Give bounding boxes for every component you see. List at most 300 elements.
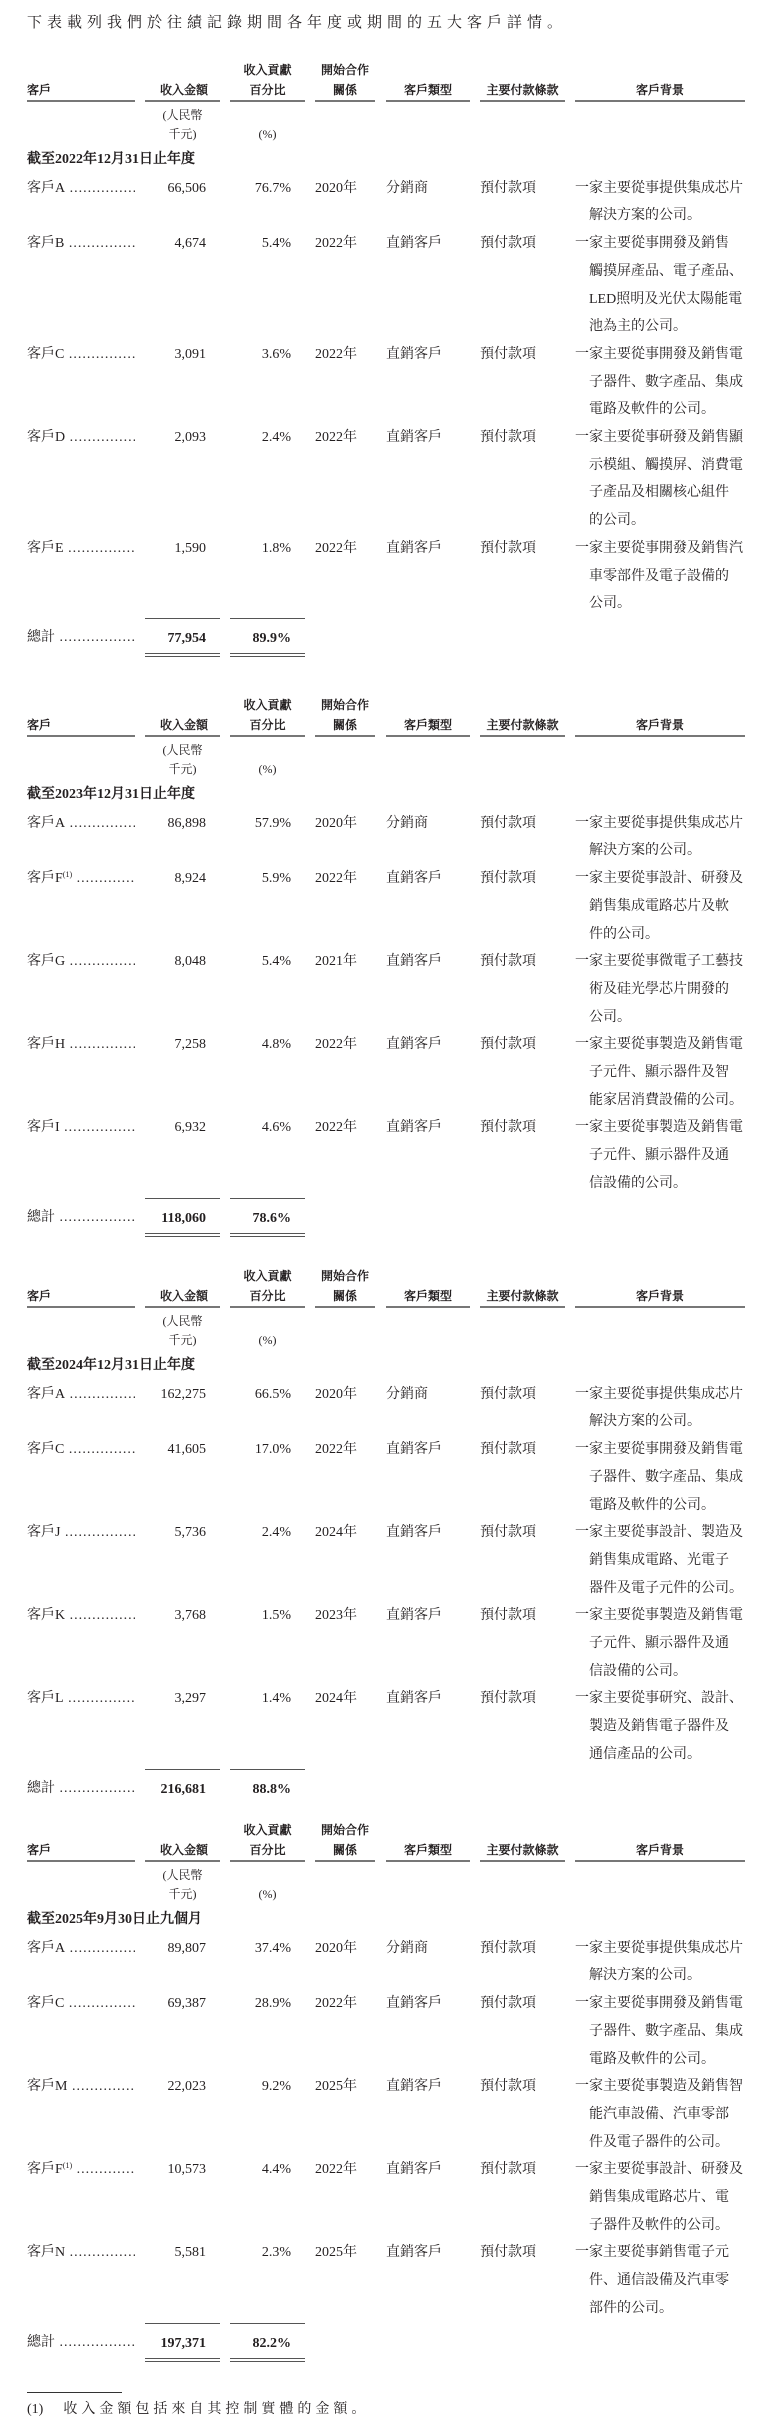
payment-terms: 預付款項 <box>480 954 536 970</box>
background-line: 一家主要從事開發及銷售電 <box>575 1442 743 1458</box>
header-pct-line2: 百分比 <box>249 83 286 97</box>
customer-table-4 <box>27 1822 745 2362</box>
header-payment-terms: 主要付款條款 <box>480 1286 565 1308</box>
table-header <box>27 1268 745 1308</box>
customer-name-text: 客戶K <box>27 1608 66 1624</box>
header-customer-type: 客戶類型 <box>386 1840 470 1862</box>
revenue-amount: 2,093 <box>174 430 206 446</box>
revenue-amount: 162,275 <box>160 1386 206 1402</box>
customer-name-text: 客戶G <box>27 954 66 970</box>
background-line: 觸摸屏產品、電子產品、 <box>589 263 743 279</box>
customer-name <box>27 1990 135 2073</box>
table-row <box>27 1935 745 1990</box>
payment-terms: 預付款項 <box>480 1691 536 1707</box>
revenue-pct: 5.4% <box>261 954 291 970</box>
header-pct-line1: 收入貢獻 <box>243 1823 292 1837</box>
footnote-text: 收入金額包括來自其控制實體的金額。 <box>63 2402 370 2417</box>
header-payment-terms: 主要付款條款 <box>480 715 565 737</box>
total-amount: 216,681 <box>145 1769 220 1804</box>
footnote-ref: (1) <box>62 2161 73 2171</box>
table-rows <box>27 810 745 1198</box>
revenue-pct: 4.8% <box>261 1037 291 1053</box>
relationship-start-year: 2025年 <box>315 2245 357 2261</box>
header-relation-line1: 開始合作 <box>320 1269 369 1283</box>
table-row <box>27 1519 745 1602</box>
total-row <box>27 1769 745 1804</box>
customer-name-text: 客戶D <box>27 430 66 446</box>
background-line: 一家主要從事開發及銷售汽 <box>575 540 743 556</box>
customer-type: 直銷客戶 <box>386 1442 442 1458</box>
period-title: 截至2022年12月31日止年度 <box>27 152 195 167</box>
revenue-pct: 2.4% <box>261 430 291 446</box>
background-line: 子器件、數字產品、集成 <box>589 1469 743 1485</box>
unit-pct: (%) <box>258 761 277 776</box>
payment-terms: 預付款項 <box>480 540 536 556</box>
units-spacer <box>27 1866 135 1904</box>
background-line: 一家主要從事開發及銷售 <box>575 236 729 252</box>
header-background: 客戶背景 <box>575 80 745 102</box>
background-line: 一家主要從事銷售電子元 <box>575 2245 729 2261</box>
customer-background <box>575 1519 745 1602</box>
background-line: 信設備的公司。 <box>589 1663 687 1679</box>
customer-name-text: 客戶H <box>27 1037 66 1053</box>
relationship-start-year: 2022年 <box>315 430 357 446</box>
customer-type: 直銷客戶 <box>386 871 442 887</box>
header-pct-line2: 百分比 <box>249 1843 286 1857</box>
customer-background <box>575 424 745 535</box>
customer-name <box>27 1935 135 1990</box>
customer-name <box>27 1381 135 1436</box>
customer-name-text: 客戶A <box>27 1940 66 1956</box>
total-row <box>27 2323 745 2362</box>
footnote-ref: (1) <box>62 870 73 880</box>
background-line: 術及硅光學芯片開發的 <box>589 981 729 997</box>
customer-name <box>27 2073 135 2156</box>
table-row <box>27 1114 745 1197</box>
total-label: 總計 ..... <box>27 618 135 657</box>
header-relation-line1: 開始合作 <box>320 63 369 77</box>
header-relation-line1: 開始合作 <box>320 698 369 712</box>
header-revenue-pct <box>230 1820 305 1862</box>
background-line: 信設備的公司。 <box>589 1175 687 1191</box>
background-line: LED照明及光伏太陽能電 <box>589 291 743 307</box>
table-rows <box>27 175 745 618</box>
customer-background <box>575 2156 745 2239</box>
header-background: 客戶背景 <box>575 715 745 737</box>
relationship-start-year: 2025年 <box>315 2079 357 2095</box>
revenue-pct: 76.7% <box>254 180 291 196</box>
header-pct-line1: 收入貢獻 <box>243 698 292 712</box>
customer-background <box>575 810 745 865</box>
customer-background <box>575 948 745 1031</box>
table-row <box>27 230 745 341</box>
revenue-amount: 3,091 <box>174 346 206 362</box>
background-line: 一家主要從事製造及銷售電 <box>575 1037 743 1053</box>
background-line: 解決方案的公司。 <box>589 1414 701 1430</box>
payment-terms: 預付款項 <box>480 815 536 831</box>
payment-terms: 預付款項 <box>480 1386 536 1402</box>
customer-type: 直銷客戶 <box>386 1037 442 1053</box>
header-payment-terms: 主要付款條款 <box>480 80 565 102</box>
table-row <box>27 810 745 865</box>
revenue-amount: 6,932 <box>174 1120 206 1136</box>
customer-background <box>575 175 745 230</box>
relationship-start-year: 2022年 <box>315 540 357 556</box>
header-customer: 客戶 <box>27 715 135 737</box>
unit-amount-line1: (人民幣 <box>162 1313 203 1328</box>
relationship-start-year: 2022年 <box>315 1442 357 1458</box>
customer-type: 分銷商 <box>386 180 428 196</box>
relationship-start-year: 2020年 <box>315 815 357 831</box>
customer-name-text: 客戶A <box>27 180 66 196</box>
header-background: 客戶背景 <box>575 1286 745 1308</box>
total-row <box>27 618 745 657</box>
customer-name <box>27 810 135 865</box>
background-line: 製造及銷售電子器件及 <box>589 1719 729 1735</box>
customer-type: 直銷客戶 <box>386 346 442 362</box>
customer-table-2 <box>27 697 745 1237</box>
customer-name <box>27 1602 135 1685</box>
header-revenue: 收入金額 <box>145 715 220 737</box>
background-line: 件的公司。 <box>589 926 659 942</box>
customer-type: 直銷客戶 <box>386 2079 442 2095</box>
unit-pct: (%) <box>258 1886 277 1901</box>
units-row <box>27 741 745 779</box>
customer-name <box>27 948 135 1031</box>
table-row <box>27 1685 745 1768</box>
table-rows <box>27 1935 745 2323</box>
header-relationship-start <box>315 695 375 737</box>
customer-background <box>575 1114 745 1197</box>
background-line: 部件的公司。 <box>589 2300 673 2316</box>
table-row <box>27 535 745 618</box>
background-line: 一家主要從事設計、研發及 <box>575 871 743 887</box>
customer-background <box>575 1381 745 1436</box>
customer-background <box>575 1935 745 1990</box>
customer-name <box>27 341 135 424</box>
background-line: 一家主要從事製造及銷售電 <box>575 1120 743 1136</box>
header-customer: 客戶 <box>27 1286 135 1308</box>
relationship-start-year: 2021年 <box>315 954 357 970</box>
background-line: 子器件、數字產品、集成 <box>589 374 743 390</box>
customer-type: 直銷客戶 <box>386 430 442 446</box>
customer-name-text: 客戶E <box>27 540 64 556</box>
background-line: 解決方案的公司。 <box>589 843 701 859</box>
header-revenue: 收入金額 <box>145 1286 220 1308</box>
background-line: 一家主要從事提供集成芯片 <box>575 1386 743 1402</box>
units-row <box>27 1866 745 1904</box>
customer-name <box>27 865 135 948</box>
footnote <box>27 2400 369 2420</box>
table-row <box>27 1031 745 1114</box>
revenue-pct: 28.9% <box>254 1996 291 2012</box>
header-pct-line1: 收入貢獻 <box>243 63 292 77</box>
total-pct: 88.8% <box>230 1769 305 1804</box>
customer-name-text: 客戶N <box>27 2245 66 2261</box>
customer-table-3 <box>27 1268 745 1804</box>
revenue-pct: 2.3% <box>261 2245 291 2261</box>
background-line: 子元件、顯示器件及通 <box>589 1148 729 1164</box>
background-line: 銷售集成電路芯片及軟 <box>589 898 729 914</box>
unit-amount-line2: 千元) <box>168 1332 197 1347</box>
payment-terms: 預付款項 <box>480 1442 536 1458</box>
total-pct: 78.6% <box>230 1198 305 1237</box>
background-line: 器件及電子元件的公司。 <box>589 1580 743 1596</box>
payment-terms: 預付款項 <box>480 1120 536 1136</box>
payment-terms: 預付款項 <box>480 346 536 362</box>
customer-type: 分銷商 <box>386 1386 428 1402</box>
revenue-pct: 5.4% <box>261 236 291 252</box>
customer-type: 直銷客戶 <box>386 954 442 970</box>
period-title: 截至2023年12月31日止年度 <box>27 787 195 802</box>
unit-amount-line1: (人民幣 <box>162 1867 203 1882</box>
revenue-pct: 37.4% <box>254 1940 291 1956</box>
revenue-pct: 1.8% <box>261 540 291 556</box>
table-row <box>27 2156 745 2239</box>
revenue-amount: 69,387 <box>167 1996 206 2012</box>
customer-background <box>575 341 745 424</box>
customer-type: 直銷客戶 <box>386 1996 442 2012</box>
header-revenue-pct <box>230 1266 305 1308</box>
customer-table-1 <box>27 62 745 657</box>
customer-background <box>575 230 745 341</box>
customer-name-text: 客戶C <box>27 1442 65 1458</box>
customer-type: 直銷客戶 <box>386 1608 442 1624</box>
background-line: 能家居消費設備的公司。 <box>589 1092 743 1108</box>
customer-name-text: 客戶F <box>27 871 63 887</box>
header-relation-line2: 關係 <box>332 83 357 97</box>
revenue-amount: 8,924 <box>174 871 206 887</box>
background-line: 解決方案的公司。 <box>589 1968 701 1984</box>
revenue-pct: 4.4% <box>261 2162 291 2178</box>
background-line: 一家主要從事開發及銷售電 <box>575 346 743 362</box>
header-revenue-pct <box>230 60 305 102</box>
customer-type: 直銷客戶 <box>386 236 442 252</box>
revenue-pct: 9.2% <box>261 2079 291 2095</box>
payment-terms: 預付款項 <box>480 1037 536 1053</box>
table-row <box>27 1436 745 1519</box>
customer-name-text: 客戶C <box>27 346 65 362</box>
unit-amount-line2: 千元) <box>168 761 197 776</box>
units-row <box>27 1312 745 1350</box>
header-relation-line2: 關係 <box>332 1843 357 1857</box>
unit-amount <box>145 1866 220 1904</box>
relationship-start-year: 2022年 <box>315 1037 357 1053</box>
background-line: 件及電子器件的公司。 <box>589 2134 729 2150</box>
unit-amount <box>145 1312 220 1350</box>
header-customer-type: 客戶類型 <box>386 1286 470 1308</box>
header-revenue: 收入金額 <box>145 1840 220 1862</box>
customer-background <box>575 1602 745 1685</box>
relationship-start-year: 2020年 <box>315 1386 357 1402</box>
units-spacer <box>27 741 135 779</box>
revenue-pct: 5.9% <box>261 871 291 887</box>
payment-terms: 預付款項 <box>480 2245 536 2261</box>
background-line: 的公司。 <box>589 513 645 529</box>
background-line: 一家主要從事設計、研發及 <box>575 2162 743 2178</box>
customer-background <box>575 1031 745 1114</box>
background-line: 銷售集成電路芯片、電 <box>589 2190 729 2206</box>
background-line: 一家主要從事微電子工藝技 <box>575 954 743 970</box>
customer-name-text: 客戶B <box>27 236 65 252</box>
customer-name-text: 客戶J <box>27 1525 61 1541</box>
revenue-amount: 86,898 <box>167 815 206 831</box>
customer-name <box>27 230 135 341</box>
relationship-start-year: 2022年 <box>315 346 357 362</box>
total-label: 總計 ..... <box>27 1769 135 1804</box>
customer-type: 分銷商 <box>386 815 428 831</box>
table-row <box>27 2239 745 2322</box>
table-row <box>27 1990 745 2073</box>
footnote-marker: (1) <box>27 2402 44 2417</box>
revenue-amount: 1,590 <box>174 540 206 556</box>
header-customer-type: 客戶類型 <box>386 715 470 737</box>
revenue-amount: 41,605 <box>167 1442 206 1458</box>
units-row <box>27 106 745 144</box>
background-line: 能汽車設備、汽車零部 <box>589 2106 729 2122</box>
header-payment-terms: 主要付款條款 <box>480 1840 565 1862</box>
customer-name <box>27 1519 135 1602</box>
total-pct: 89.9% <box>230 618 305 657</box>
payment-terms: 預付款項 <box>480 1525 536 1541</box>
total-amount: 197,371 <box>145 2323 220 2362</box>
total-label: 總計 ..... <box>27 1198 135 1237</box>
relationship-start-year: 2020年 <box>315 1940 357 1956</box>
relationship-start-year: 2022年 <box>315 1996 357 2012</box>
background-line: 子元件、顯示器件及智 <box>589 1065 729 1081</box>
relationship-start-year: 2020年 <box>315 180 357 196</box>
customer-type: 直銷客戶 <box>386 1691 442 1707</box>
payment-terms: 預付款項 <box>480 236 536 252</box>
revenue-amount: 5,736 <box>174 1525 206 1541</box>
table-header <box>27 697 745 737</box>
payment-terms: 預付款項 <box>480 2079 536 2095</box>
customer-type: 直銷客戶 <box>386 2162 442 2178</box>
units-spacer <box>27 106 135 144</box>
header-relationship-start <box>315 1266 375 1308</box>
customer-type: 直銷客戶 <box>386 540 442 556</box>
customer-name <box>27 424 135 535</box>
header-revenue-pct <box>230 695 305 737</box>
revenue-amount: 66,506 <box>167 180 206 196</box>
header-relation-line2: 關係 <box>332 1289 357 1303</box>
background-line: 公司。 <box>589 1009 631 1025</box>
revenue-amount: 89,807 <box>167 1940 206 1956</box>
background-line: 一家主要從事開發及銷售電 <box>575 1996 743 2012</box>
header-pct-line2: 百分比 <box>249 718 286 732</box>
relationship-start-year: 2022年 <box>315 2162 357 2178</box>
customer-name <box>27 1031 135 1114</box>
customer-name-text: 客戶L <box>27 1691 64 1707</box>
total-pct: 82.2% <box>230 2323 305 2362</box>
customer-background <box>575 1990 745 2073</box>
background-line: 一家主要從事設計、製造及 <box>575 1525 743 1541</box>
unit-amount-line1: (人民幣 <box>162 742 203 757</box>
background-line: 子器件、數字產品、集成 <box>589 2023 743 2039</box>
customer-name-text: 客戶F <box>27 2162 63 2178</box>
revenue-amount: 22,023 <box>167 2079 206 2095</box>
table-row <box>27 948 745 1031</box>
revenue-amount: 3,768 <box>174 1608 206 1624</box>
payment-terms: 預付款項 <box>480 1608 536 1624</box>
revenue-amount: 5,581 <box>174 2245 206 2261</box>
revenue-amount: 8,048 <box>174 954 206 970</box>
payment-terms: 預付款項 <box>480 1996 536 2012</box>
total-amount: 118,060 <box>145 1198 220 1237</box>
revenue-pct: 66.5% <box>254 1386 291 1402</box>
relationship-start-year: 2022年 <box>315 1120 357 1136</box>
background-line: 車零部件及電子設備的 <box>589 568 729 584</box>
unit-pct: (%) <box>258 1332 277 1347</box>
total-label: 總計 ..... <box>27 2323 135 2362</box>
customer-type: 直銷客戶 <box>386 1120 442 1136</box>
revenue-amount: 10,573 <box>167 2162 206 2178</box>
background-line: 池為主的公司。 <box>589 319 687 335</box>
header-relationship-start <box>315 1820 375 1862</box>
relationship-start-year: 2022年 <box>315 871 357 887</box>
customer-background <box>575 1436 745 1519</box>
customer-background <box>575 865 745 948</box>
payment-terms: 預付款項 <box>480 430 536 446</box>
customer-name-text: 客戶A <box>27 815 66 831</box>
customer-name <box>27 1685 135 1768</box>
table-row <box>27 175 745 230</box>
background-line: 一家主要從事提供集成芯片 <box>575 815 743 831</box>
table-rows <box>27 1381 745 1769</box>
background-line: 一家主要從事提供集成芯片 <box>575 1940 743 1956</box>
units-spacer <box>27 1312 135 1350</box>
customer-name <box>27 2239 135 2322</box>
revenue-amount: 3,297 <box>174 1691 206 1707</box>
revenue-pct: 1.4% <box>261 1691 291 1707</box>
intro-text: 下表載列我們於往績記錄期間各年度或期間的五大客戶詳情。 <box>27 15 568 31</box>
customer-name <box>27 535 135 618</box>
period-title: 截至2025年9月30日止九個月 <box>27 1912 202 1927</box>
background-line: 電路及軟件的公司。 <box>589 2051 715 2067</box>
background-line: 件、通信設備及汽車零 <box>589 2273 729 2289</box>
customer-name-text: 客戶M <box>27 2079 68 2095</box>
background-line: 子產品及相關核心組件 <box>589 485 729 501</box>
customer-name-text: 客戶C <box>27 1996 65 2012</box>
payment-terms: 預付款項 <box>480 1940 536 1956</box>
table-header <box>27 62 745 102</box>
unit-amount-line1: (人民幣 <box>162 107 203 122</box>
customer-name <box>27 175 135 230</box>
unit-pct: (%) <box>258 126 277 141</box>
customer-name <box>27 1436 135 1519</box>
background-line: 一家主要從事研究、設計、 <box>575 1691 743 1707</box>
background-line: 電路及軟件的公司。 <box>589 402 715 418</box>
header-customer-type: 客戶類型 <box>386 80 470 102</box>
revenue-pct: 4.6% <box>261 1120 291 1136</box>
customer-background <box>575 2073 745 2156</box>
background-line: 一家主要從事製造及銷售智 <box>575 2079 743 2095</box>
table-row <box>27 1381 745 1436</box>
header-customer: 客戶 <box>27 80 135 102</box>
header-pct-line2: 百分比 <box>249 1289 286 1303</box>
background-line: 一家主要從事製造及銷售電 <box>575 1608 743 1624</box>
background-line: 公司。 <box>589 596 631 612</box>
payment-terms: 預付款項 <box>480 871 536 887</box>
customer-name-text: 客戶A <box>27 1386 66 1402</box>
customer-type: 分銷商 <box>386 1940 428 1956</box>
relationship-start-year: 2023年 <box>315 1608 357 1624</box>
customer-background <box>575 535 745 618</box>
background-line: 子元件、顯示器件及通 <box>589 1636 729 1652</box>
background-line: 一家主要從事提供集成芯片 <box>575 180 743 196</box>
background-line: 電路及軟件的公司。 <box>589 1497 715 1513</box>
table-row <box>27 2073 745 2156</box>
